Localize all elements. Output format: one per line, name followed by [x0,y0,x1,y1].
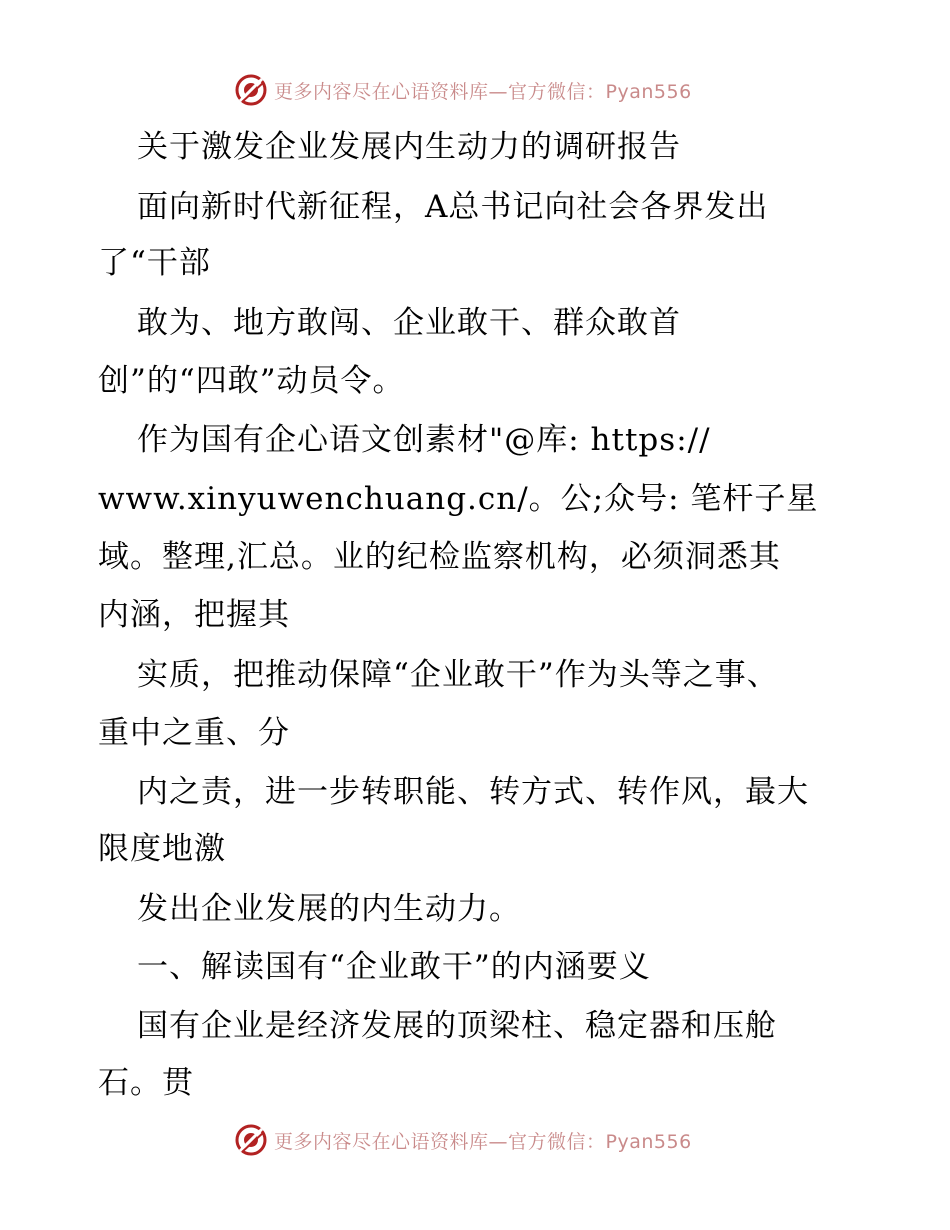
text-line: 域。整理,汇总。业的纪检监察机构，必须洞悉其 [98,539,781,575]
text-line: 重中之重、分 [98,715,290,751]
footer-banner [234,1122,692,1158]
text-line: 作为国有企心语文创素材"@库: https:// [137,422,711,458]
text-line: 创”的“四敢”动员令。 [98,363,405,399]
section-heading: 一、解读国有“企业敢干”的内涵要义 [137,949,651,985]
text-line: 发出企业发展的内生动力。 [137,891,521,927]
document-title: 关于激发企业发展内生动力的调研报告 [137,129,681,165]
text-line: 国有企业是经济发展的顶梁柱、稳定器和压舱 [137,1008,777,1044]
text-line: 限度地激 [98,831,226,867]
text-line: 敢为、地方敢闯、企业敢干、群众敢首 [137,305,681,341]
text-line: www.xinyuwenchuang.cn/。公;众号: 笔杆子星 [98,481,819,517]
library-logo-icon [234,73,268,107]
text-line: 面向新时代新征程，A总书记向社会各界发出 [137,189,769,225]
text-line: 内涵，把握其 [98,597,290,633]
text-line: 内之责，进一步转职能、转方式、转作风，最大 [137,774,809,810]
library-logo-icon [234,1123,268,1157]
footer-banner-text: 更多内容尽在心语资料库—官方微信：Pyan556 [274,1130,692,1153]
header-banner-text: 更多内容尽在心语资料库—官方微信：Pyan556 [274,80,692,103]
text-line: 了“干部 [98,245,211,281]
text-line: 石。贯 [98,1065,194,1101]
text-line: 实质，把推动保障“企业敢干”作为头等之事、 [137,657,779,693]
header-banner [234,72,692,108]
